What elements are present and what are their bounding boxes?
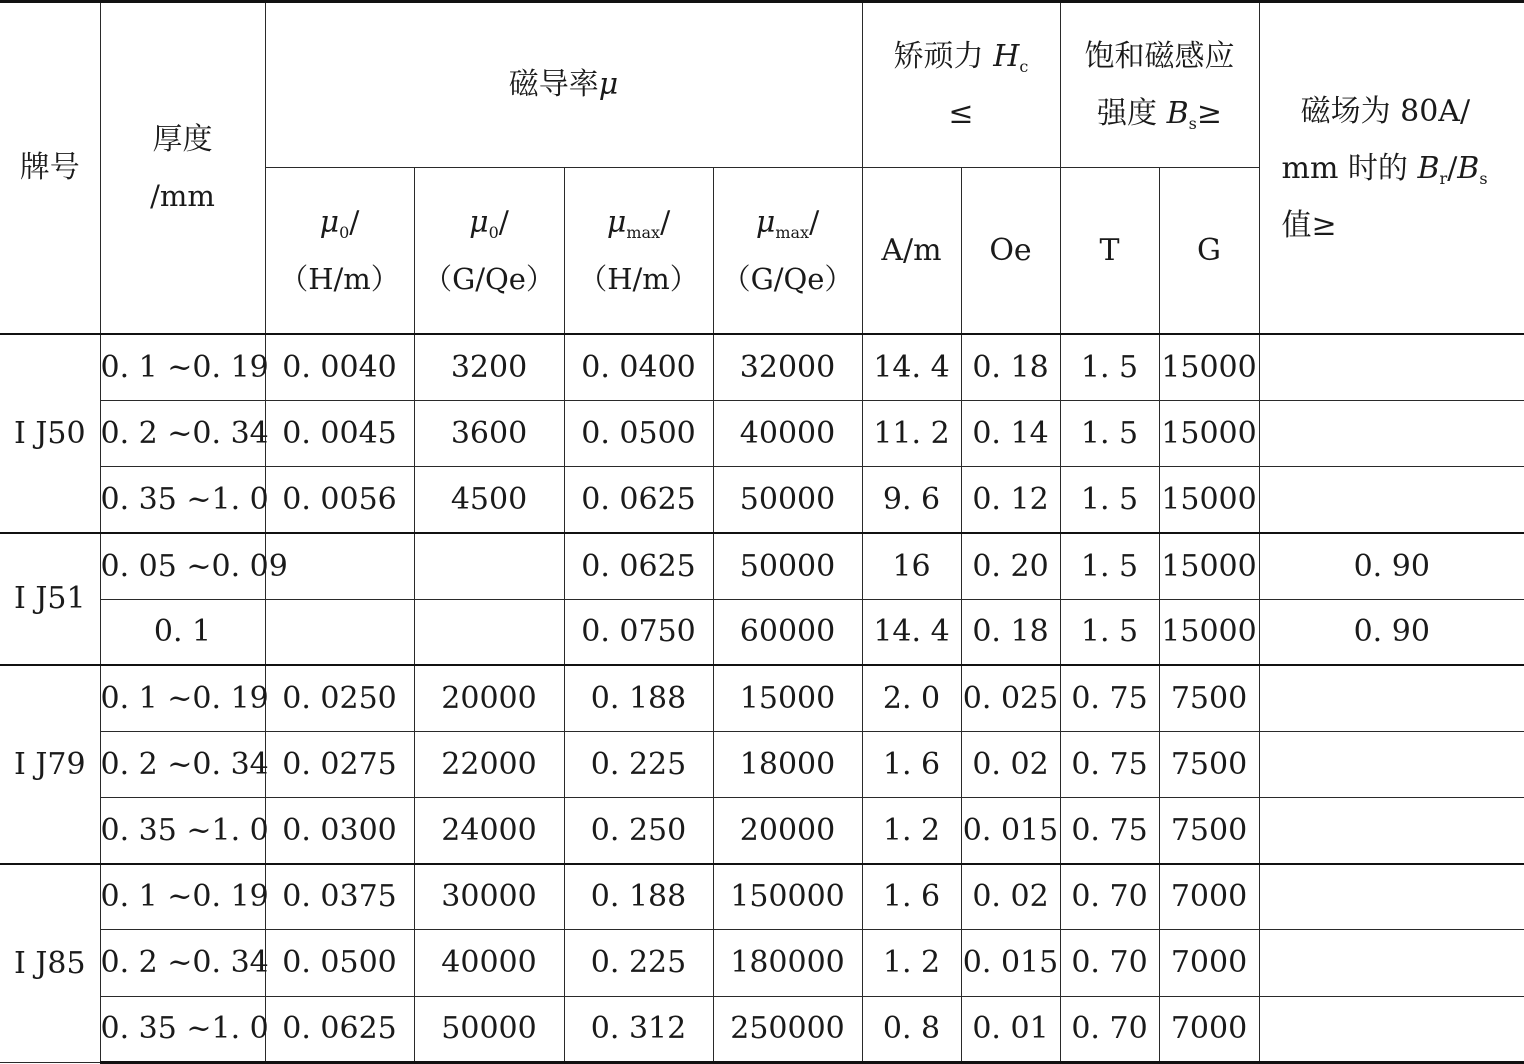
cell-hc-oe: 0. 02 — [961, 864, 1060, 930]
cell-hc-am: 9. 6 — [862, 467, 961, 533]
cell-mumax-h: 0. 0750 — [564, 599, 713, 665]
cell-mumax-h: 0. 225 — [564, 731, 713, 797]
cell-bs-t: 0. 75 — [1060, 665, 1159, 731]
cell-br-bs-ratio — [1259, 731, 1524, 797]
cell-thickness: 0. 05 ~0. 09 — [100, 533, 265, 599]
cell-mumax-g: 50000 — [713, 533, 862, 599]
header-mu0-g: $\mu_0/$ （G/Qe） — [414, 168, 564, 334]
cell-mumax-h: 0. 0400 — [564, 334, 713, 400]
cell-bs-g: 15000 — [1159, 334, 1259, 400]
cell-mumax-g: 18000 — [713, 731, 862, 797]
cell-hc-oe: 0. 025 — [961, 665, 1060, 731]
header-mu0-h: $\mu_0/$ （H/m） — [265, 168, 414, 334]
cell-mu0-h: 0. 0375 — [265, 864, 414, 930]
cell-mumax-h: 0. 188 — [564, 665, 713, 731]
cell-bs-t: 1. 5 — [1060, 401, 1159, 467]
cell-hc-am: 1. 6 — [862, 864, 961, 930]
cell-thickness: 0. 2 ~0. 34 — [100, 401, 265, 467]
header-unit-oe: Oe — [961, 168, 1060, 334]
cell-bs-t: 0. 70 — [1060, 996, 1159, 1062]
cell-mumax-h: 0. 0625 — [564, 533, 713, 599]
cell-hc-am: 1. 2 — [862, 798, 961, 864]
cell-bs-g: 7000 — [1159, 930, 1259, 996]
cell-br-bs-ratio — [1259, 798, 1524, 864]
header-saturation: 饱和磁感应 强度 $B_s\ge$ — [1060, 2, 1259, 168]
header-br-bs-ratio: 磁场为 80A/ mm 时的 $B_r/B_s$ 值≥ — [1259, 2, 1524, 335]
cell-thickness: 0. 35 ~1. 0 — [100, 996, 265, 1062]
cell-mumax-g: 32000 — [713, 334, 862, 400]
cell-bs-t: 0. 70 — [1060, 930, 1159, 996]
cell-bs-t: 1. 5 — [1060, 467, 1159, 533]
cell-br-bs-ratio — [1259, 467, 1524, 533]
table-row — [0, 533, 1524, 599]
cell-mu0-g — [414, 599, 564, 665]
cell-mu0-h: 0. 0056 — [265, 467, 414, 533]
cell-thickness: 0. 1 ~0. 19 — [100, 334, 265, 400]
cell-hc-oe: 0. 18 — [961, 334, 1060, 400]
cell-mu0-h: 0. 0045 — [265, 401, 414, 467]
cell-hc-oe: 0. 01 — [961, 996, 1060, 1062]
cell-mu0-h: 0. 0040 — [265, 334, 414, 400]
cell-hc-oe: 0. 12 — [961, 467, 1060, 533]
header-mumax-g: $\mu_{max}/$ （G/Qe） — [713, 168, 862, 334]
cell-hc-am: 16 — [862, 533, 961, 599]
cell-hc-am: 14. 4 — [862, 334, 961, 400]
table-row — [0, 996, 1524, 1062]
cell-thickness: 0. 1 — [100, 599, 265, 665]
cell-br-bs-ratio — [1259, 334, 1524, 400]
table-row — [0, 930, 1524, 996]
cell-mu0-h: 0. 0300 — [265, 798, 414, 864]
cell-hc-am: 14. 4 — [862, 599, 961, 665]
cell-hc-oe: 0. 015 — [961, 930, 1060, 996]
cell-bs-t: 1. 5 — [1060, 599, 1159, 665]
header-unit-t: T — [1060, 168, 1159, 334]
table-row — [0, 401, 1524, 467]
cell-br-bs-ratio: 0. 90 — [1259, 599, 1524, 665]
cell-mu0-g: 3600 — [414, 401, 564, 467]
cell-bs-g: 7500 — [1159, 731, 1259, 797]
cell-thickness: 0. 2 ~0. 34 — [100, 731, 265, 797]
cell-mu0-g: 22000 — [414, 731, 564, 797]
cell-mumax-h: 0. 312 — [564, 996, 713, 1062]
cell-grade: Ⅰ J79 — [0, 665, 100, 864]
cell-hc-am: 2. 0 — [862, 665, 961, 731]
table-row — [0, 467, 1524, 533]
cell-hc-am: 1. 6 — [862, 731, 961, 797]
cell-br-bs-ratio — [1259, 401, 1524, 467]
cell-grade: Ⅰ J51 — [0, 533, 100, 665]
cell-br-bs-ratio — [1259, 864, 1524, 930]
table-row — [0, 599, 1524, 665]
cell-mu0-h: 0. 0500 — [265, 930, 414, 996]
cell-bs-t: 0. 70 — [1060, 864, 1159, 930]
cell-mu0-g — [414, 533, 564, 599]
cell-mumax-g: 150000 — [713, 864, 862, 930]
cell-hc-am: 0. 8 — [862, 996, 961, 1062]
cell-mu0-h: 0. 0275 — [265, 731, 414, 797]
cell-hc-oe: 0. 18 — [961, 599, 1060, 665]
cell-bs-g: 7500 — [1159, 665, 1259, 731]
cell-mu0-g: 50000 — [414, 996, 564, 1062]
cell-grade: Ⅰ J85 — [0, 864, 100, 1063]
cell-mumax-g: 50000 — [713, 467, 862, 533]
cell-bs-g: 15000 — [1159, 533, 1259, 599]
cell-bs-g: 7500 — [1159, 798, 1259, 864]
cell-mumax-h: 0. 0625 — [564, 467, 713, 533]
cell-hc-oe: 0. 14 — [961, 401, 1060, 467]
table-row — [0, 334, 1524, 400]
table-row — [0, 798, 1524, 864]
cell-bs-g: 7000 — [1159, 996, 1259, 1062]
cell-bs-g: 15000 — [1159, 599, 1259, 665]
cell-mumax-h: 0. 188 — [564, 864, 713, 930]
cell-bs-g: 15000 — [1159, 467, 1259, 533]
cell-thickness: 0. 2 ~0. 34 — [100, 930, 265, 996]
table-row — [0, 731, 1524, 797]
cell-bs-g: 7000 — [1159, 864, 1259, 930]
table-row — [0, 665, 1524, 731]
header-unit-g: G — [1159, 168, 1259, 334]
cell-mumax-g: 60000 — [713, 599, 862, 665]
cell-mu0-g: 30000 — [414, 864, 564, 930]
table-row — [0, 864, 1524, 930]
cell-mumax-h: 0. 250 — [564, 798, 713, 864]
cell-bs-t: 1. 5 — [1060, 334, 1159, 400]
cell-hc-oe: 0. 02 — [961, 731, 1060, 797]
cell-mu0-h — [265, 599, 414, 665]
cell-hc-am: 1. 2 — [862, 930, 961, 996]
cell-mu0-g: 20000 — [414, 665, 564, 731]
cell-mumax-h: 0. 225 — [564, 930, 713, 996]
cell-hc-oe: 0. 015 — [961, 798, 1060, 864]
header-mumax-h: $\mu_{max}/$ （H/m） — [564, 168, 713, 334]
cell-br-bs-ratio — [1259, 930, 1524, 996]
cell-mu0-h: 0. 0625 — [265, 996, 414, 1062]
cell-bs-t: 1. 5 — [1060, 533, 1159, 599]
cell-mu0-g: 40000 — [414, 930, 564, 996]
cell-br-bs-ratio — [1259, 996, 1524, 1062]
cell-mumax-g: 15000 — [713, 665, 862, 731]
header-grade: 牌号 — [0, 2, 100, 335]
cell-thickness: 0. 35 ~1. 0 — [100, 467, 265, 533]
cell-mumax-g: 20000 — [713, 798, 862, 864]
cell-mumax-g: 250000 — [713, 996, 862, 1062]
cell-thickness: 0. 35 ~1. 0 — [100, 798, 265, 864]
header-thickness: 厚度 /mm — [100, 2, 265, 335]
header-coercivity: 矫顽力 $H_c$ ≤ — [862, 2, 1060, 168]
header-permeability: 磁导率μ — [265, 2, 862, 168]
cell-mumax-h: 0. 0500 — [564, 401, 713, 467]
cell-br-bs-ratio — [1259, 665, 1524, 731]
cell-mu0-g: 3200 — [414, 334, 564, 400]
cell-bs-t: 0. 75 — [1060, 731, 1159, 797]
cell-bs-g: 15000 — [1159, 401, 1259, 467]
cell-grade: Ⅰ J50 — [0, 334, 100, 533]
cell-br-bs-ratio: 0. 90 — [1259, 533, 1524, 599]
cell-mu0-g: 24000 — [414, 798, 564, 864]
cell-mu0-h: 0. 0250 — [265, 665, 414, 731]
cell-hc-am: 11. 2 — [862, 401, 961, 467]
cell-mu0-g: 4500 — [414, 467, 564, 533]
cell-hc-oe: 0. 20 — [961, 533, 1060, 599]
cell-thickness: 0. 1 ~0. 19 — [100, 665, 265, 731]
header-unit-am: A/m — [862, 168, 961, 334]
cell-mumax-g: 40000 — [713, 401, 862, 467]
cell-bs-t: 0. 75 — [1060, 798, 1159, 864]
cell-thickness: 0. 1 ~0. 19 — [100, 864, 265, 930]
cell-mumax-g: 180000 — [713, 930, 862, 996]
